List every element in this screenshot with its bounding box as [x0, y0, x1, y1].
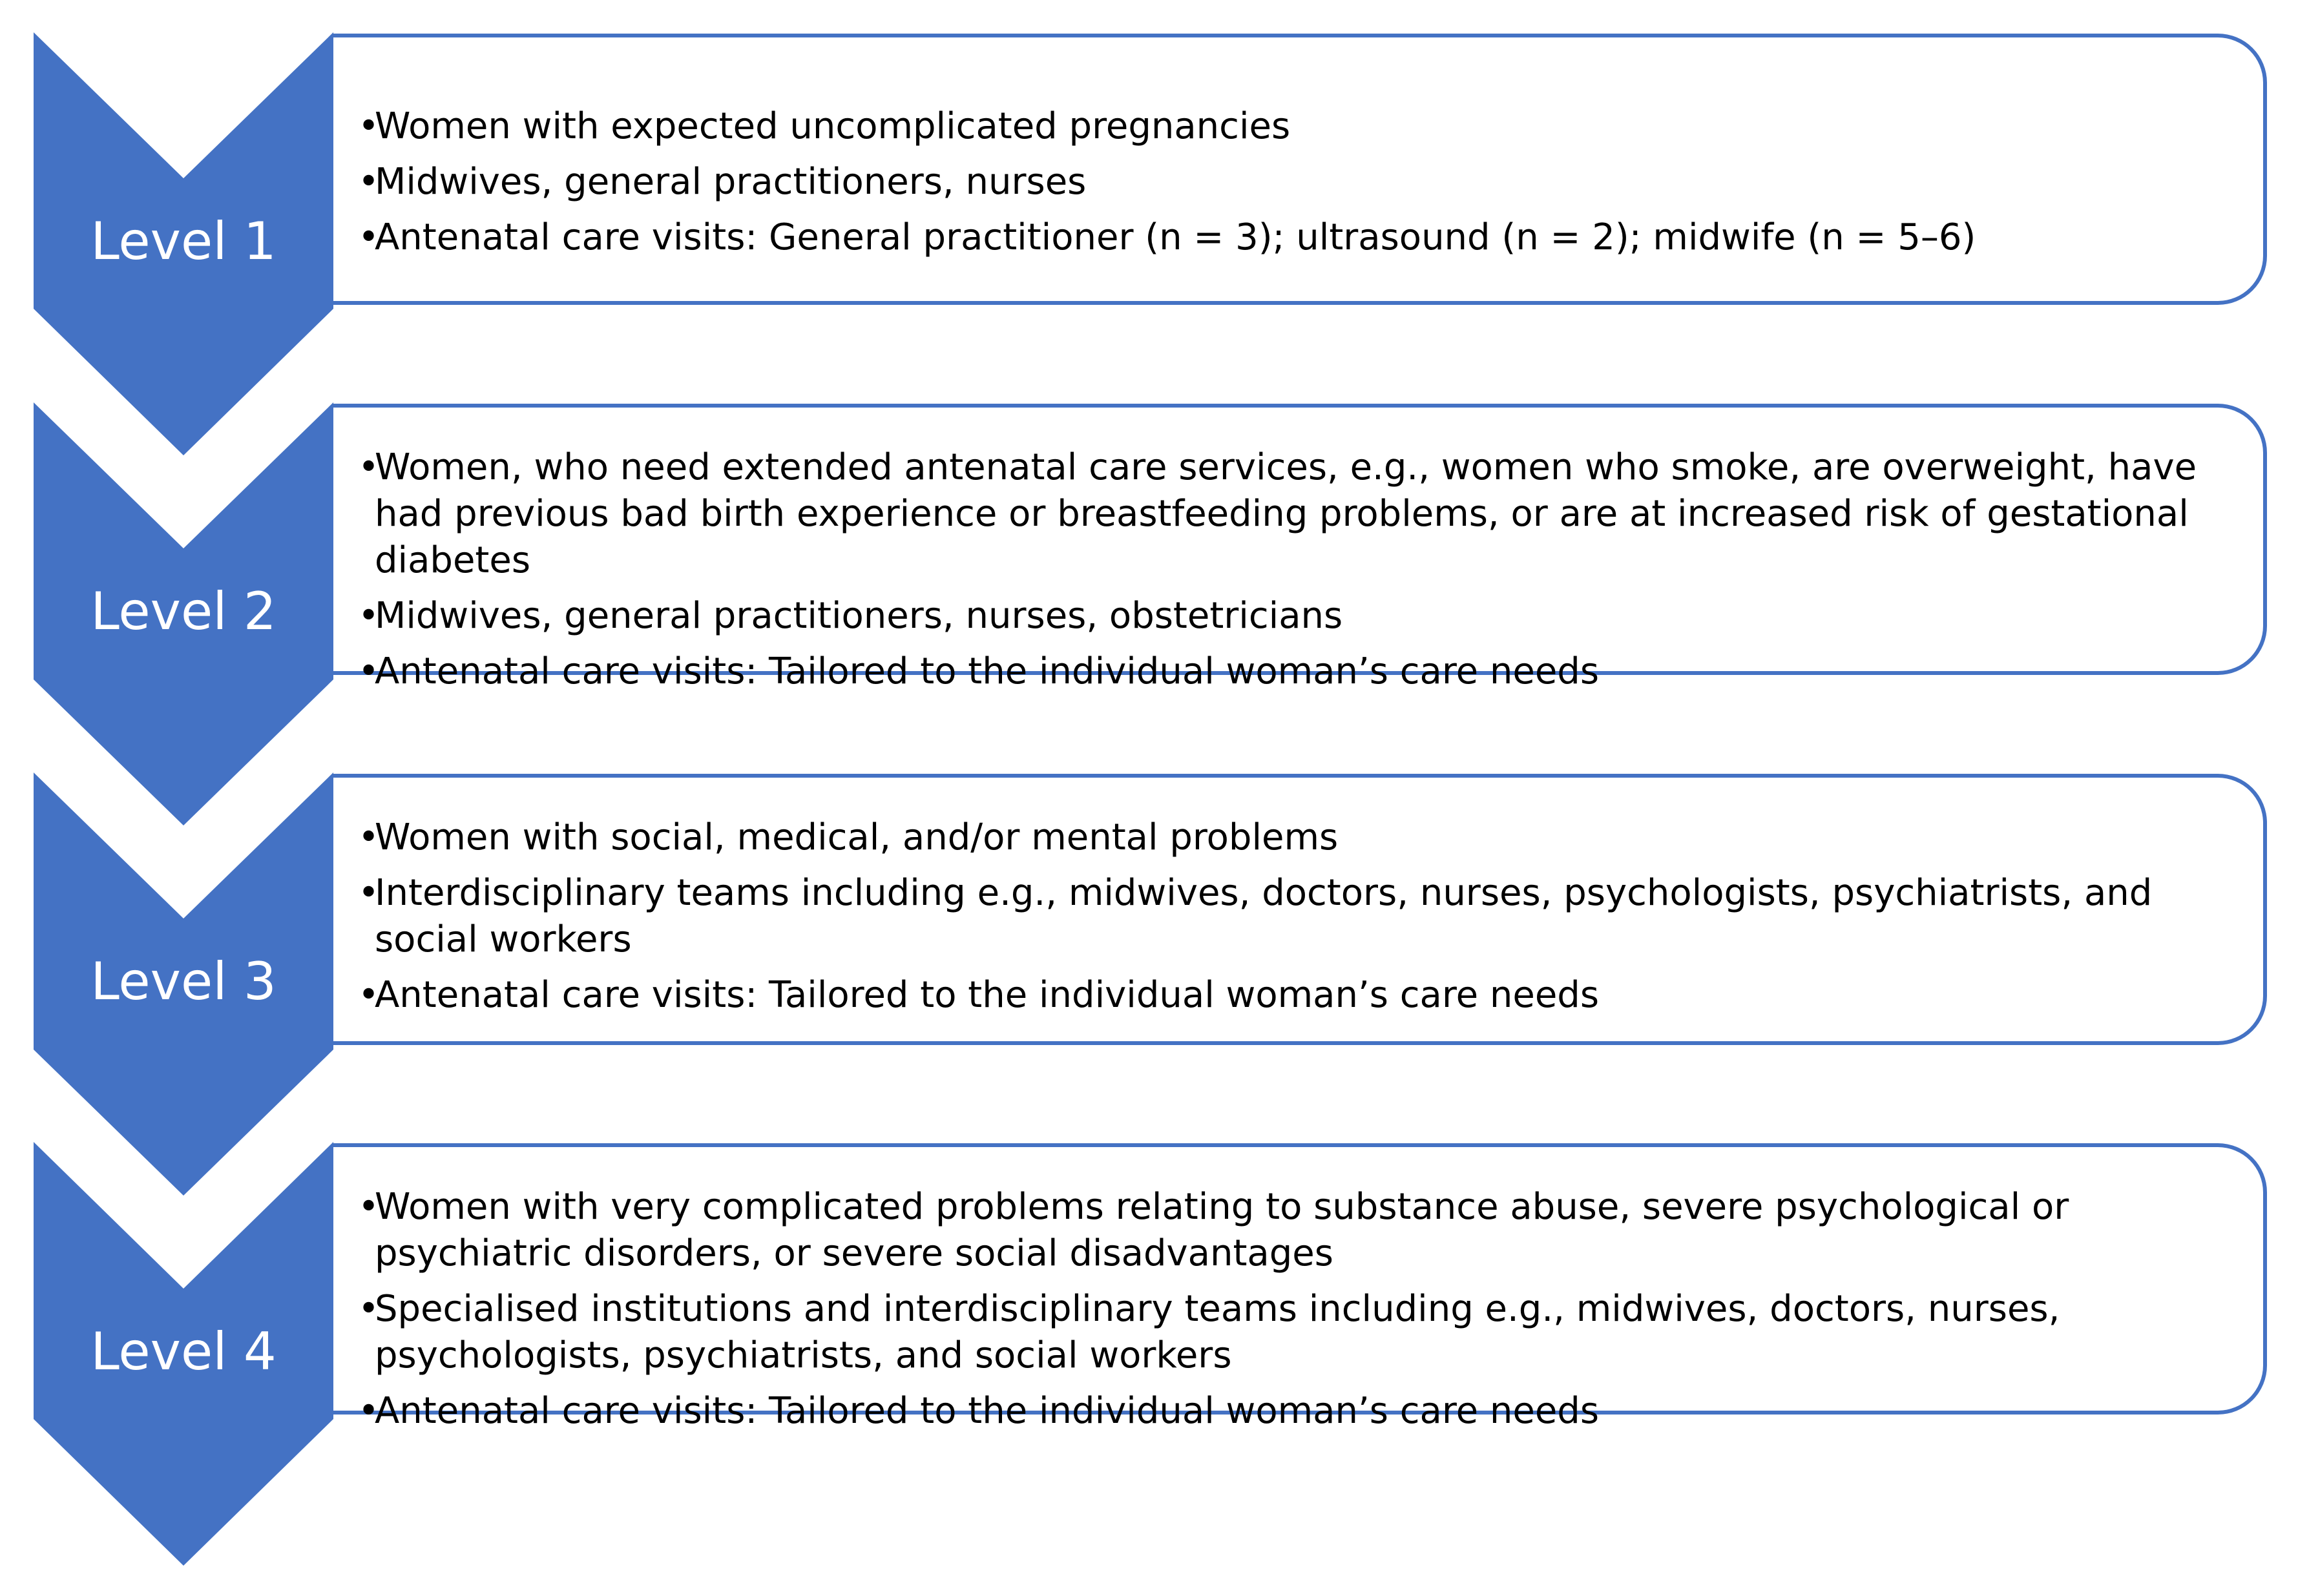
list-item: • Women with social, medical, and/or mental problems [333, 814, 2263, 861]
level-1-card [333, 34, 2267, 305]
list-item: • Women with expected uncomplicated pregnancies [333, 103, 2263, 150]
level-4-card [333, 1143, 2267, 1432]
level-3-card [333, 774, 2267, 1045]
level-1-label: Level 1 [90, 211, 277, 271]
level-3-list [333, 778, 2263, 1019]
list-item: • Antenatal care visits: Tailored to the individual woman’s care needs [333, 1388, 2263, 1435]
level-2-list [333, 408, 2263, 695]
list-item: • Antenatal care visits: Tailored to the individual woman’s care needs [333, 648, 2263, 695]
level-1-list [333, 37, 2263, 261]
list-item: • Midwives, general practitioners, nurses [333, 159, 2263, 205]
level-3-label: Level 3 [90, 951, 277, 1011]
list-item: • Women with very complicated problems relating to substance abuse, severe psychological or psychiatric disorders, or severe social disadvantages [333, 1184, 2263, 1277]
level-4-list [333, 1147, 2263, 1435]
list-item: • Women, who need extended antenatal care services, e.g., women who smoke, are overweight, have had previous bad birth experience or breastfeeding problems, or are at increased risk of gestational diabetes [333, 444, 2263, 584]
list-item: • Antenatal care visits: General practitioner (n = 3); ultrasound (n = 2); midwife (n = 5–6) [333, 214, 2263, 261]
list-item: • Midwives, general practitioners, nurses, obstetricians [333, 593, 2263, 639]
level-4-label: Level 4 [90, 1321, 277, 1382]
list-item: • Interdisciplinary teams including e.g., midwives, doctors, nurses, psychologists, psychiatrists, and social workers [333, 870, 2263, 963]
list-item: • Antenatal care visits: Tailored to the individual woman’s care needs [333, 972, 2263, 1019]
level-2-label: Level 2 [90, 581, 277, 641]
list-item: • Specialised institutions and interdisciplinary teams including e.g., midwives, doctors, nurses, psychologists, psychiatrists, and social workers [333, 1286, 2263, 1379]
level-2-card [333, 404, 2267, 692]
